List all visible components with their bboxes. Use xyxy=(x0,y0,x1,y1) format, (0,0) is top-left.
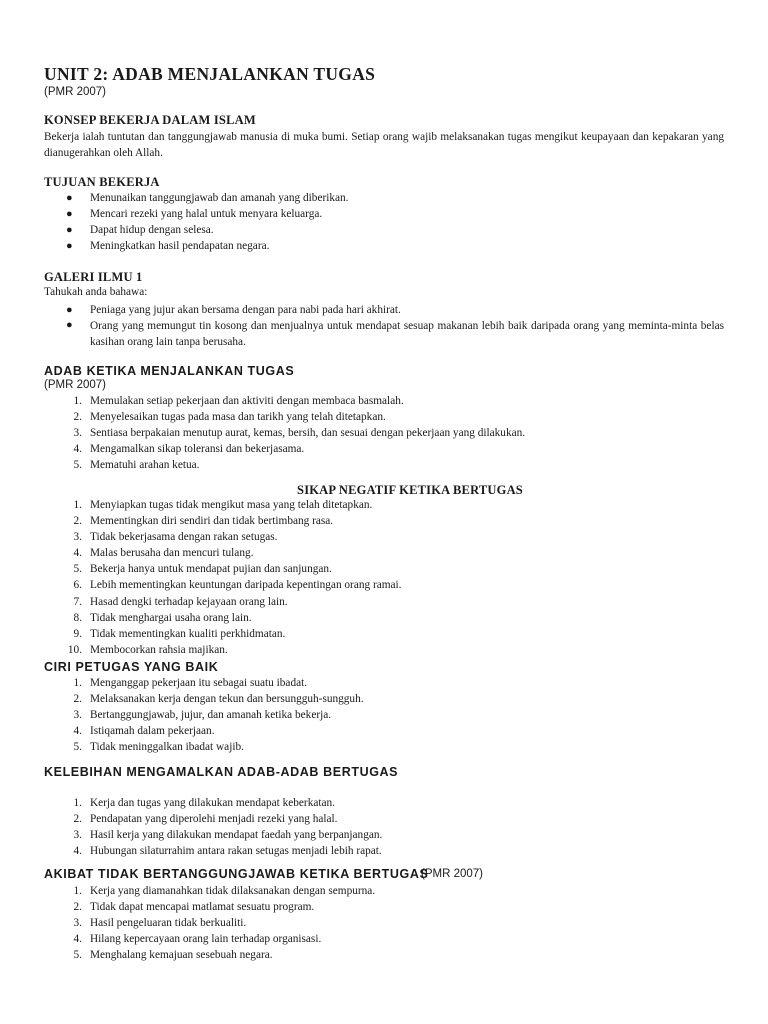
list-item: 4. Mengamalkan sikap toleransi dan bekerjasama. xyxy=(73,443,305,456)
section-heading-konsep: KONSEP BEKERJA DALAM ISLAM xyxy=(44,113,256,127)
section-heading-sikap: SIKAP NEGATIF KETIKA BERTUGAS xyxy=(297,483,523,497)
bullet-icon: ● xyxy=(66,192,73,204)
list-item: 2. Menyelesaikan tugas pada masa dan tarikh yang telah ditetapkan. xyxy=(73,411,386,424)
list-item: 7. Hasad dengki terhadap kejayaan orang lain. xyxy=(73,595,288,608)
list-item: 2. Pendapatan yang diperolehi menjadi rezeki yang halal. xyxy=(73,813,338,826)
page-title: UNIT 2: ADAB MENJALANKAN TUGAS xyxy=(44,64,376,84)
list-item: ● Mencari rezeki yang halal untuk menyara keluarga. xyxy=(44,206,724,222)
list-item: 6. Lebih mementingkan keuntungan daripada kepentingan orang ramai. xyxy=(73,579,402,592)
list-item: 8. Tidak menghargai usaha orang lain. xyxy=(73,611,252,624)
list-item: ● Peniaga yang jujur akan bersama dengan para nabi pada hari akhirat. xyxy=(44,302,724,318)
list-item: 1. Kerja dan tugas yang dilakukan mendapat keberkatan. xyxy=(73,797,335,809)
list-item: ● Orang yang memungut tin kosong dan menjualnya untuk mendapat sesuap makanan lebih baik daripada orang yang meminta-minta belas kasihan orang lain tanpa berusaha. xyxy=(66,319,724,348)
section-heading-ciri: CIRI PETUGAS YANG BAIK xyxy=(44,660,219,674)
tujuan-list xyxy=(44,190,724,254)
adab-list xyxy=(44,393,724,473)
list-item: 4. Hubungan silaturrahim antara rakan setugas menjadi lebih rapat. xyxy=(73,845,382,858)
akibat-exam-note: (PMR 2007) xyxy=(421,868,483,880)
kelebihan-list xyxy=(44,795,724,859)
bullet-icon: ● xyxy=(66,240,73,253)
list-item: 3. Tidak bekerjasama dengan rakan setugas. xyxy=(73,531,278,544)
list-item: 1. Memulakan setiap pekerjaan dan aktiviti dengan membaca basmalah. xyxy=(73,395,404,407)
galeri-list xyxy=(44,302,724,350)
bullet-icon: ● xyxy=(66,224,73,237)
list-item: 3. Hasil pengeluaran tidak berkualiti. xyxy=(73,917,247,930)
list-item: 3. Sentiasa berpakaian menutup aurat, kemas, bersih, dan sesuai dengan pekerjaan yang dilakukan. xyxy=(73,427,526,440)
section-heading-akibat: AKIBAT TIDAK BERTANGGUNGJAWAB KETIKA BERTUGAS xyxy=(44,867,429,881)
list-item: 4. Malas berusaha dan mencuri tulang. xyxy=(73,547,254,560)
section-heading-tujuan: TUJUAN BEKERJA xyxy=(44,175,160,189)
bullet-icon: ● xyxy=(66,319,73,332)
list-item: 10. Membocorkan rahsia majikan. xyxy=(67,643,228,656)
list-item: 4. Istiqamah dalam pekerjaan. xyxy=(73,725,215,738)
bullet-icon: ● xyxy=(66,304,73,316)
bullet-icon: ● xyxy=(66,208,73,221)
list-item: 5. Tidak meninggalkan ibadat wajib. xyxy=(73,741,244,754)
list-item: 1. Menganggap pekerjaan itu sebagai suatu ibadat. xyxy=(73,677,308,689)
sikap-list xyxy=(44,497,724,658)
list-item: 1. Kerja yang diamanahkan tidak dilaksanakan dengan sempurna. xyxy=(73,885,376,897)
section-heading-kelebihan: KELEBIHAN MENGAMALKAN ADAB-ADAB BERTUGAS xyxy=(44,765,399,779)
section-heading-adab: ADAB KETIKA MENJALANKAN TUGAS xyxy=(44,364,295,378)
list-item: 9. Tidak mementingkan kualiti perkhidmatan. xyxy=(73,627,286,640)
konsep-paragraph: Bekerja ialah tuntutan dan tanggungjawab manusia di muka bumi. Setiap orang wajib melaksanakan tugas mengikut keupayaan dan kepakaran yang dianugerahkan oleh Allah. xyxy=(44,131,724,159)
list-item: 3. Bertanggungjawab, jujur, dan amanah ketika bekerja. xyxy=(73,709,332,722)
list-item: 2. Melaksanakan kerja dengan tekun dan bersungguh-sungguh. xyxy=(73,693,364,706)
list-item: ● Meningkatkan hasil pendapatan negara. xyxy=(44,238,724,254)
list-item: 2. Tidak dapat mencapai matlamat sesuatu program. xyxy=(73,901,315,914)
section-heading-galeri: GALERI ILMU 1 xyxy=(44,270,143,284)
list-item: ● Menunaikan tanggungjawab dan amanah yang diberikan. xyxy=(44,190,724,206)
galeri-intro: Tahukah anda bahawa: xyxy=(44,286,148,298)
ciri-list xyxy=(44,675,724,755)
list-item: 3. Hasil kerja yang dilakukan mendapat faedah yang berpanjangan. xyxy=(73,829,383,842)
akibat-list xyxy=(44,883,724,963)
list-item: ● Dapat hidup dengan selesa. xyxy=(44,222,724,238)
title-exam-note: (PMR 2007) xyxy=(44,86,106,98)
list-item: 5. Bekerja hanya untuk mendapat pujian dan sanjungan. xyxy=(73,563,332,576)
adab-exam-note: (PMR 2007) xyxy=(44,379,106,391)
list-item: 4. Hilang kepercayaan orang lain terhadap organisasi. xyxy=(73,933,322,946)
list-item: 5. Mematuhi arahan ketua. xyxy=(73,459,200,472)
list-item: 1. Menyiapkan tugas tidak mengikut masa yang telah ditetapkan. xyxy=(73,499,373,511)
list-item: 2. Mementingkan diri sendiri dan tidak bertimbang rasa. xyxy=(73,515,334,528)
list-item: 5. Menghalang kemajuan sesebuah negara. xyxy=(73,949,273,962)
